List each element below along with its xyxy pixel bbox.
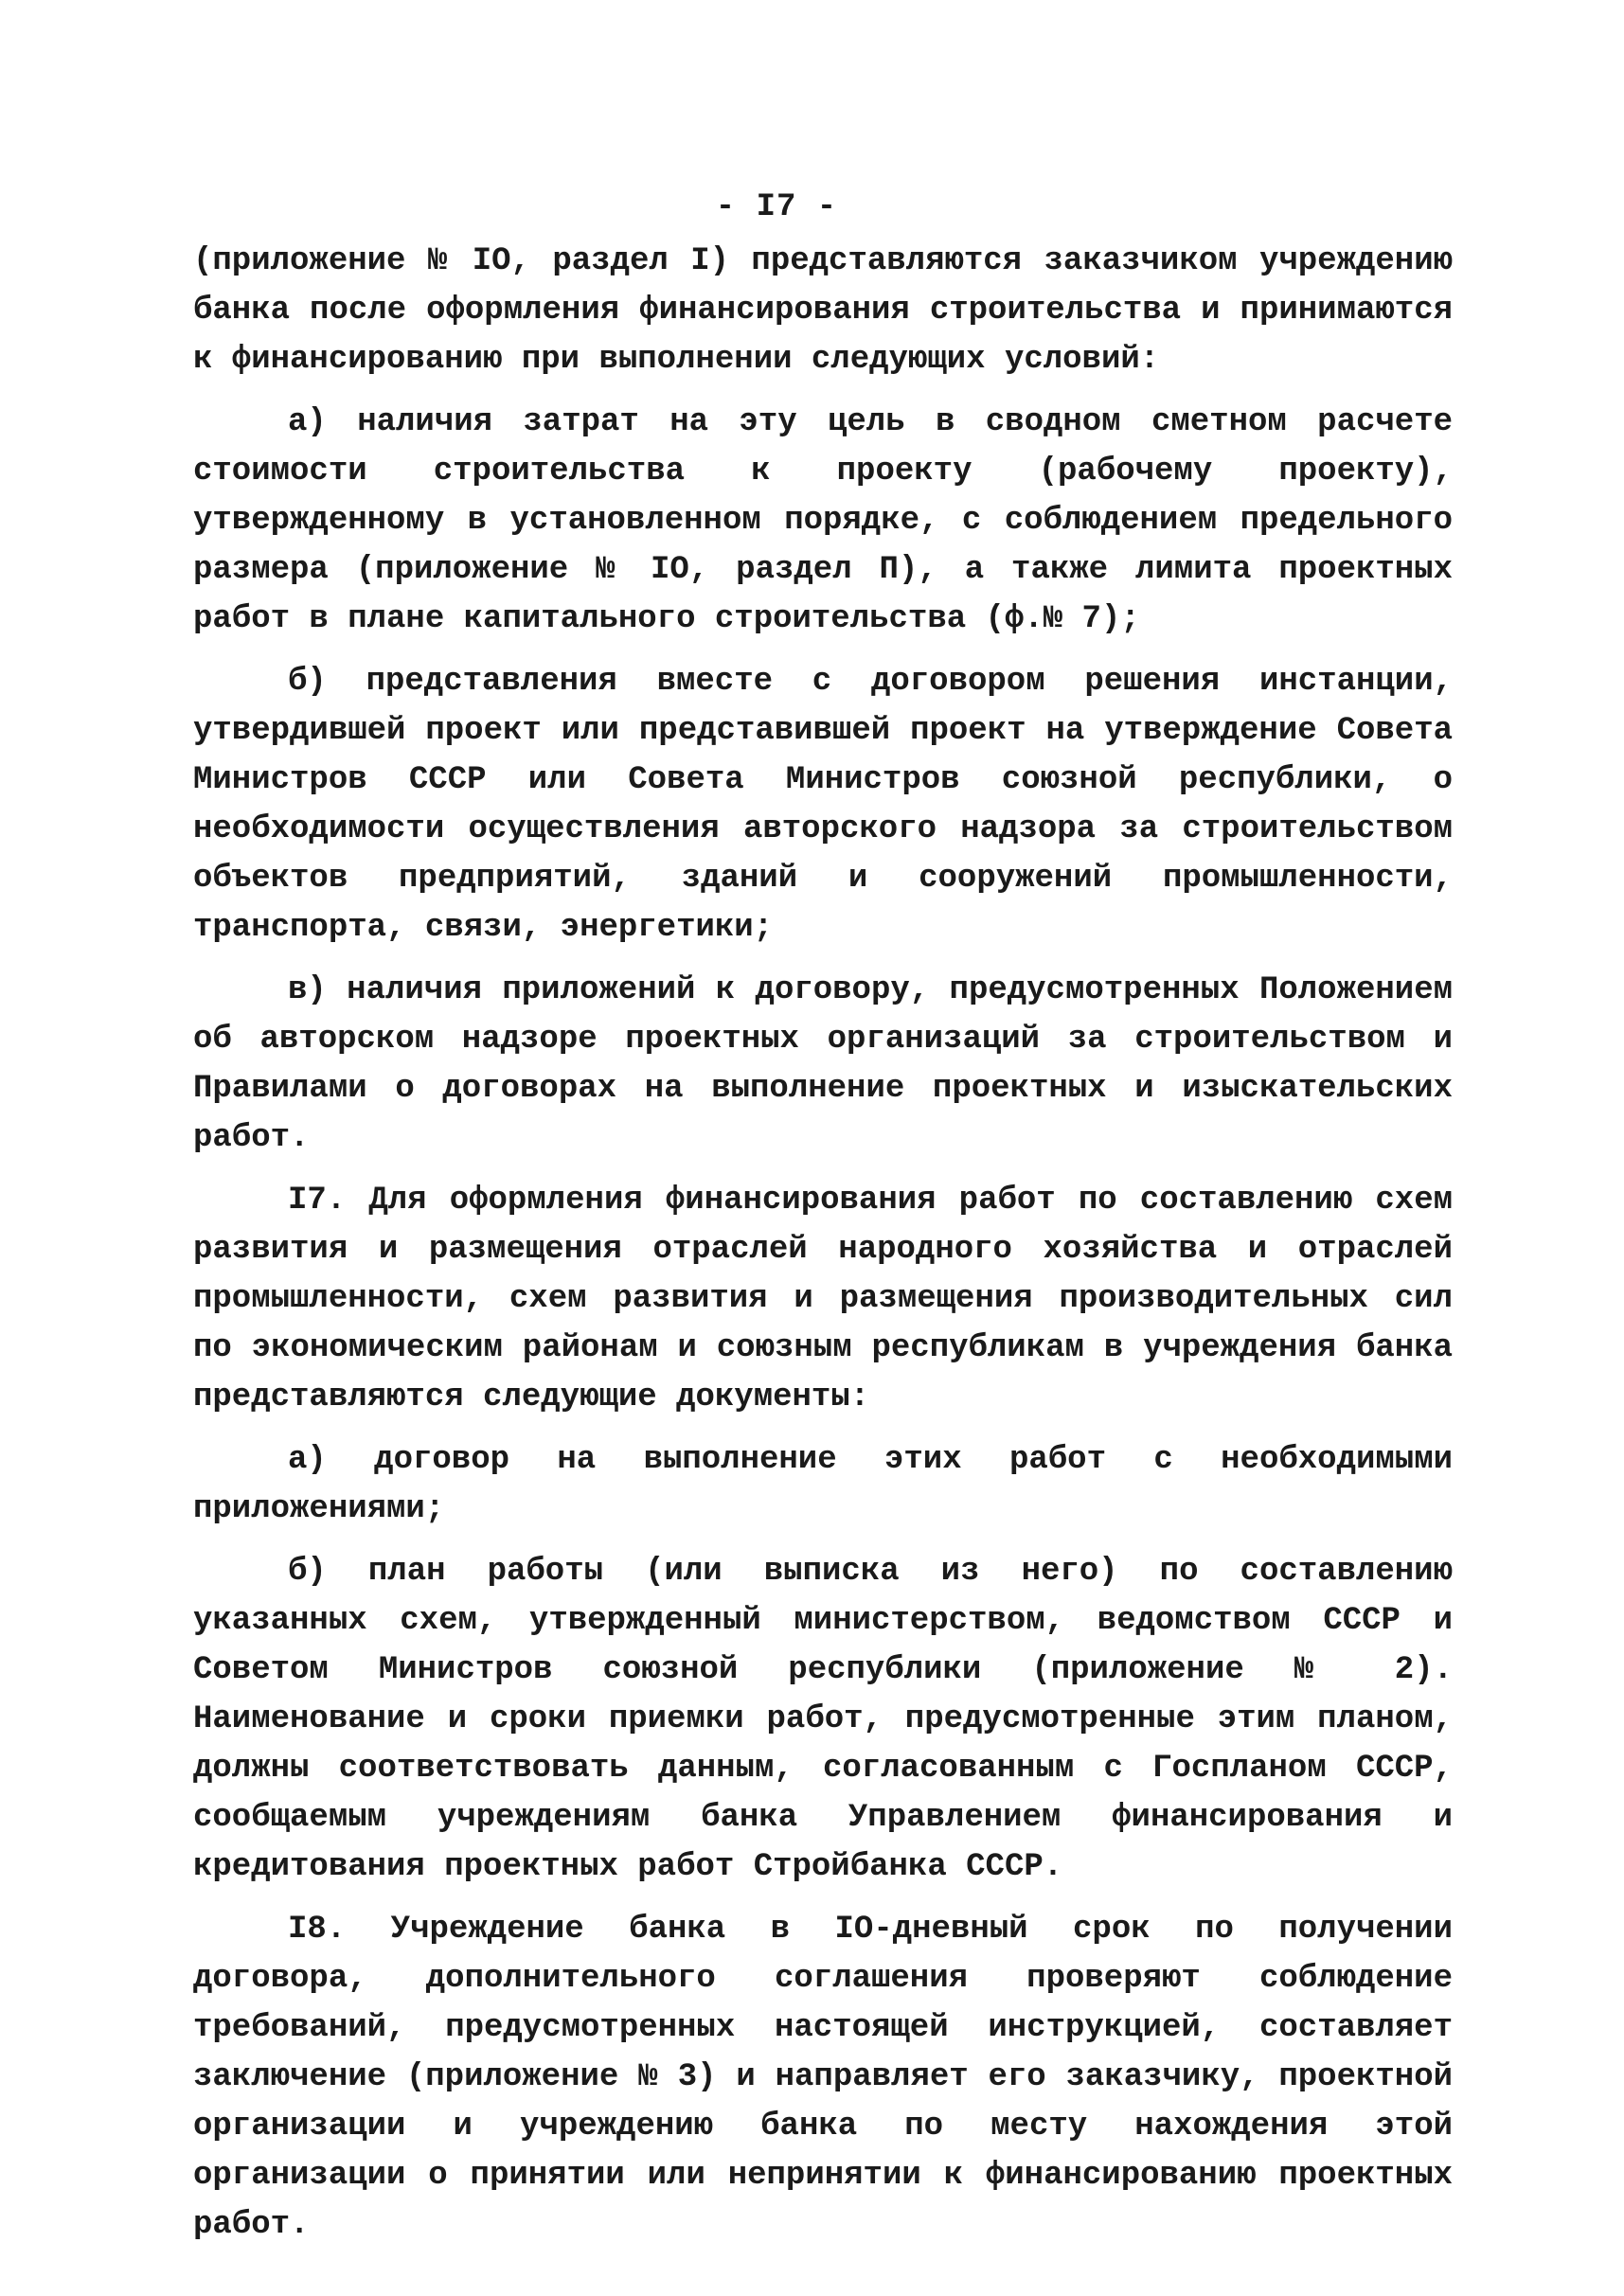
paragraph-item-b: б) представления вместе с договором решения инстанции, утвердившей проект или представившей проект на утверждение Совета Министров СССР или Совета Министров союзной республики, о необходимости осуществления авторского надзора за строительством объектов предприятий, зданий и сооружений промышленности, транспорта, связи, энергетики; (193, 664, 1453, 946)
paragraph-17-item-a: а) договор на выполнение этих работ с необходимыми приложениями; (193, 1442, 1453, 1527)
paragraph-17-item-b: б) план работы (или выписка из него) по составлению указанных схем, утвержденный министерством, ведомством СССР и Советом Министров союзной республики (приложение № 2). Наименование и сроки приемки работ, предусмотренные этим планом, должны соответствовать данным, согласованным с Госпланом СССР, сообщаемым учреждениям банка Управлением финансирования и кредитования проектных работ Стройбанка СССР. (193, 1554, 1453, 1885)
paragraph-item-a: а) наличия затрат на эту цель в сводном сметном расчете стоимости строительства к проекту (рабочему проекту), утвержденному в установленном порядке, с соблюдением предельного размера (приложение № IO, раздел П), а также лимита проектных работ в плане капитального строительства (ф.№ 7); (193, 404, 1453, 637)
paragraph-section-18: I8. Учреждение банка в IO-дневный срок по получении договора, дополнительного соглашения проверяют соблюдение требований, предусмотренных настоящей инструкцией, составляет заключение (приложение № 3) и направляет его заказчику, проектной организации и учреждению банка по месту нахождения этой организации о принятии или непринятии к финансированию проектных работ. (193, 1912, 1453, 2243)
document-body (193, 237, 1453, 2263)
paragraph-intro: (приложение № IO, раздел I) представляются заказчиком учреждению банка после оформления финансирования строительства и принимаются к финансированию при выполнении следующих условий: (193, 243, 1453, 378)
page-number: - I7 - (715, 189, 838, 225)
paragraph-item-v: в) наличия приложений к договору, предусмотренных Положением об авторском надзоре проектных организаций за строительством и Правилами о договорах на выполнение проектных и изыскательских работ. (193, 972, 1453, 1156)
paragraph-section-17: I7. Для оформления финансирования работ по составлению схем развития и размещения отраслей народного хозяйства и отраслей промышленности, схем развития и размещения производительных сил по экономическим районам и союзным республикам в учреждения банка представляются следующие документы: (193, 1183, 1453, 1415)
